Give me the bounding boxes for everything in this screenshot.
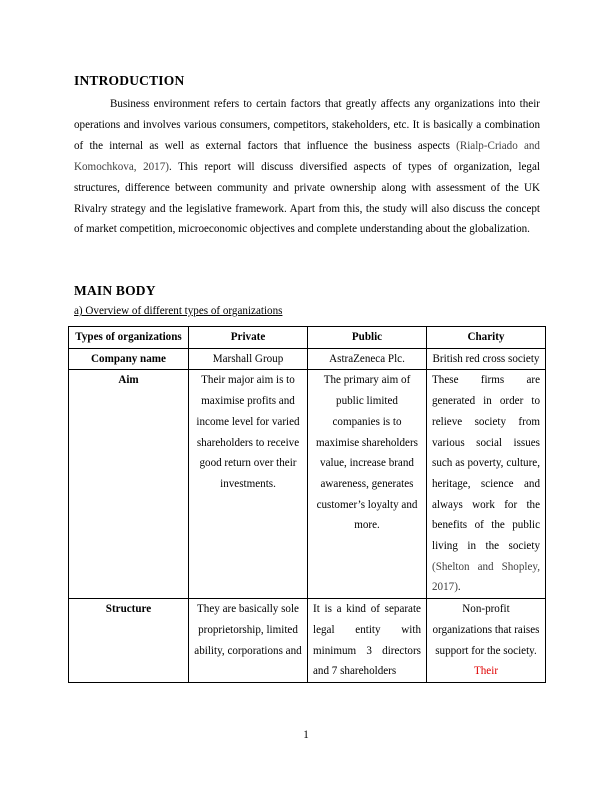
intro-text-after: . This report will discuss diversified aspects of types of organization, legal structures, difference between community and private ownership along with assessment of the UK Rivalry strategy and the legislative framework. Apart from this, the study will also discuss the concept of market competition, microeconomic objectives and complete understanding about the globalization. [74,160,540,236]
aim-charity-end: . [457,581,461,594]
intro-text-before: Business environment refers to certain factors that greatly affects any organizations into their operations and involves various consumers, competitors, stakeholders, etc. It is basically a combination of the internal as well as external factors that influence the business aspects [74,98,540,152]
cell-structure-public: It is a kind of separate legal entity with minimum 3 directors and 7 shareholders [308,599,427,683]
intro-citation: (Rialp-Criado and Komochkova, 2017) [74,139,540,173]
cell-structure-charity [427,599,546,683]
header-private: Private [189,327,308,349]
structure-charity-highlight: Their [473,665,499,678]
structure-charity-text: Non-profit organizations that raises support for the society. [432,603,540,657]
organization-types-table [68,326,546,683]
aim-charity-text: These firms are generated in order to relieve society from various social issues such as poverty, culture, heritage, science and always work for the benefits of the public living in the society [432,374,540,553]
row-label-structure: Structure [69,599,189,683]
header-public: Public [308,327,427,349]
cell-company-private: Marshall Group [189,348,308,370]
cell-aim-charity [427,370,546,599]
page-number: 1 [303,729,309,741]
table-row [69,348,546,370]
aim-charity-citation: (Shelton and Shopley, 2017) [432,560,540,594]
header-types: Types of organizations [69,327,189,349]
table-row [69,370,546,599]
cell-company-public: AstraZeneca Plc. [308,348,427,370]
table-row [69,599,546,683]
table-header-row [69,327,546,349]
introduction-paragraph [74,94,540,240]
cell-company-charity: British red cross society [427,348,546,370]
main-body-heading: MAIN BODY [74,283,156,298]
section-subheading: a) Overview of different types of organizations [74,305,283,317]
cell-aim-public: The primary aim of public limited companies is to maximise shareholders value, increase brand awareness, generates customer’s loyalty and more. [308,370,427,599]
introduction-heading: INTRODUCTION [74,73,185,88]
cell-structure-private: They are basically sole proprietorship, limited ability, corporations and [189,599,308,683]
row-label-company: Company name [69,348,189,370]
cell-aim-private: Their major aim is to maximise profits and income level for varied shareholders to receive good return over their investments. [189,370,308,599]
row-label-aim: Aim [69,370,189,599]
header-charity: Charity [427,327,546,349]
